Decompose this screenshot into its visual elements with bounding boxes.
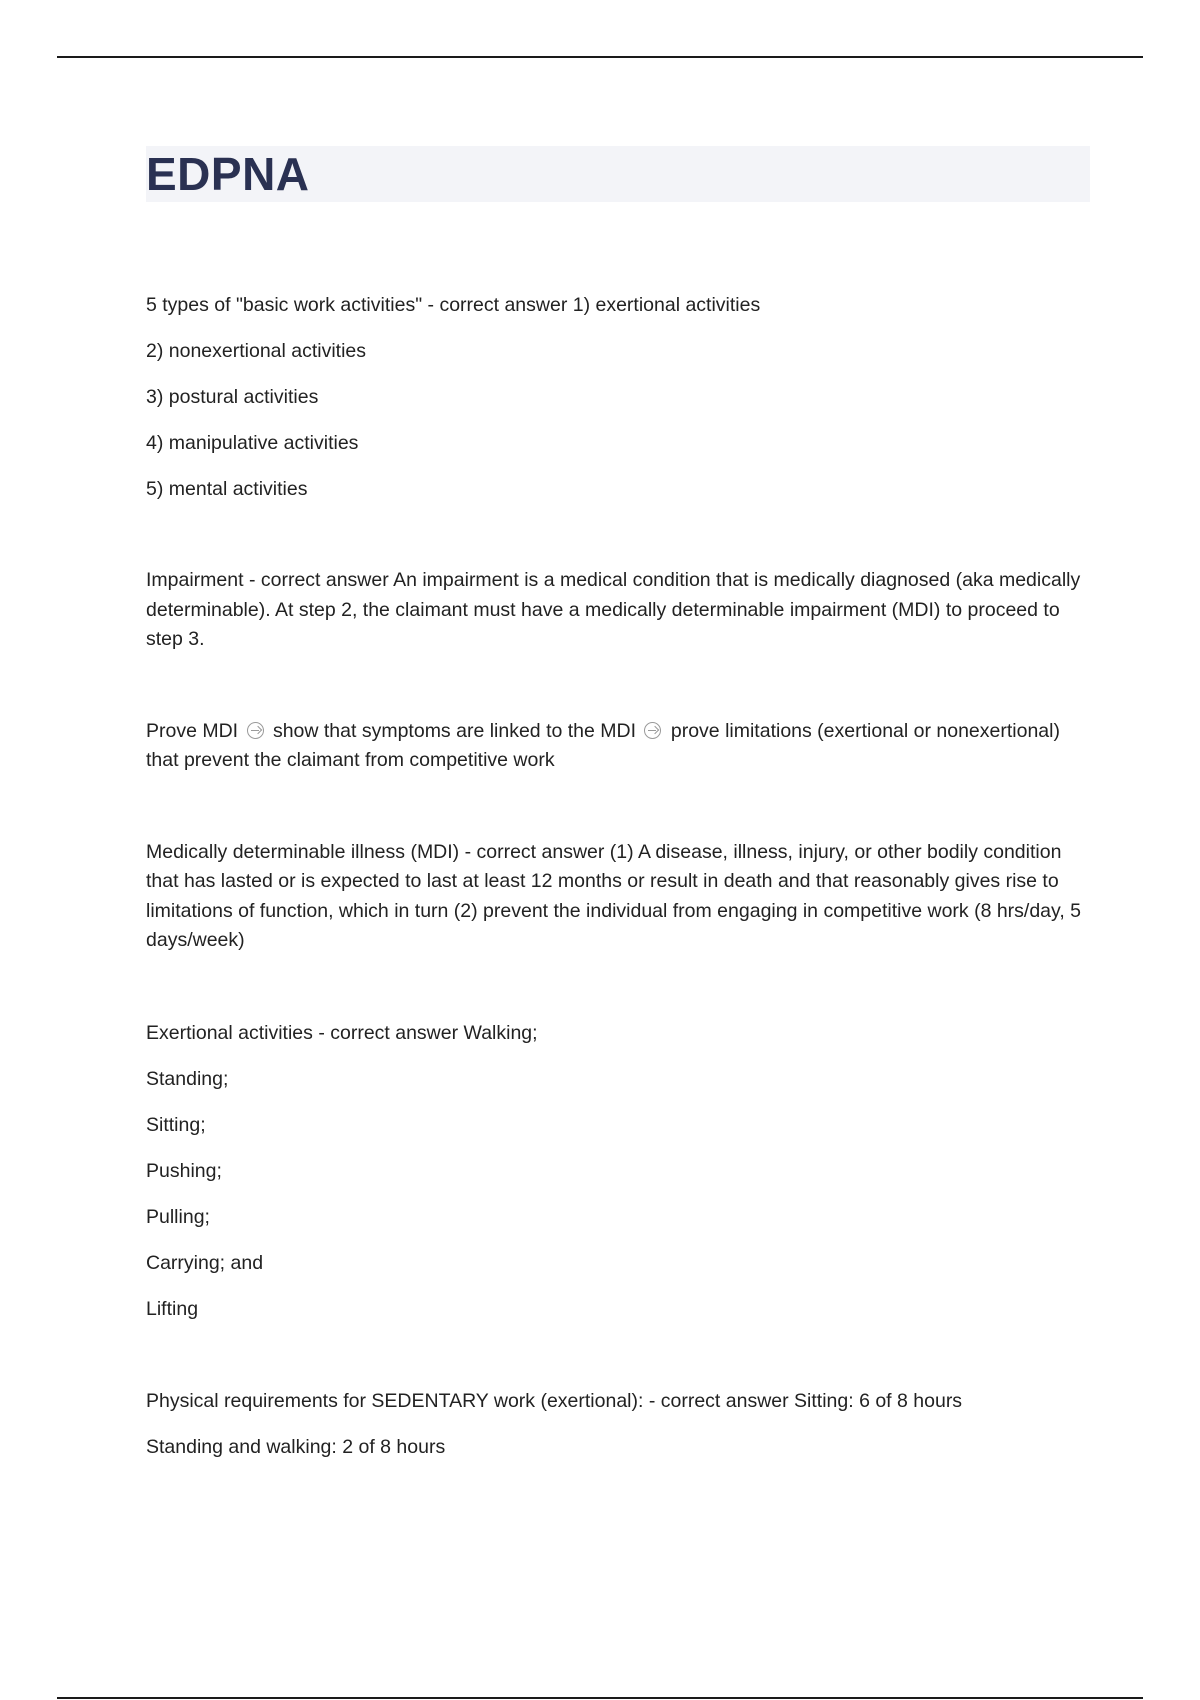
bottom-divider	[57, 1697, 1143, 1699]
card-line: Carrying; and	[146, 1251, 264, 1274]
circled-arrow-right-icon	[247, 722, 264, 739]
card-line: Exertional activities - correct answer Walking;	[146, 1021, 538, 1044]
card-line: 2) nonexertional activities	[146, 340, 367, 362]
card-line: Lifting	[146, 1297, 199, 1320]
step-text: show that symptoms are linked to the MDI	[272, 719, 637, 742]
card-line: Pulling;	[146, 1205, 210, 1228]
card-line: Pushing;	[146, 1159, 222, 1182]
card-text: Medically determinable illness (MDI) - correct answer (1) A disease, illness, injury, or other bodily condition that has lasted or is expected to last at least 12 months or result in death and that reasonably gives rise to limitations of function, which in turn (2) prevent the individual from engaging in competitive work (8 hrs/day, 5 days/week)	[146, 840, 1082, 951]
card-line: 5 types of "basic work activities" - correct answer 1) exertional activities	[146, 294, 761, 316]
flashcard-sedentary-work	[146, 1386, 1090, 1462]
card-line: 3) postural activities	[146, 386, 319, 408]
flashcard-impairment	[146, 566, 1090, 655]
flashcard-prove-mdi	[146, 717, 1090, 776]
card-text: Impairment - correct answer An impairment is a medical condition that is medically diagnosed (aka medically determinable). At step 2, the claimant must have a medically determinable impairment (MDI) to proceed to step 3.	[146, 569, 1081, 650]
card-text	[146, 717, 1090, 776]
top-divider	[57, 56, 1143, 58]
card-line: 4) manipulative activities	[146, 432, 359, 454]
flashcard-basic-work-activities	[146, 290, 1090, 504]
flashcard-list	[146, 290, 1090, 1462]
flashcard-medically-determinable-illness	[146, 838, 1090, 956]
step-text: Prove MDI	[146, 719, 239, 742]
card-line: Standing and walking: 2 of 8 hours	[146, 1435, 446, 1458]
card-line: 5) mental activities	[146, 478, 308, 500]
flashcard-exertional-activities	[146, 1018, 1090, 1324]
step-text: prove limitations (exertional or nonexertional) that prevent the claimant from competitive work	[146, 719, 1060, 771]
card-line: Standing;	[146, 1067, 229, 1090]
card-line: Sitting;	[146, 1113, 206, 1136]
circled-arrow-right-icon	[644, 722, 661, 739]
card-line: Physical requirements for SEDENTARY work (exertional): - correct answer Sitting: 6 of 8 hours	[146, 1389, 963, 1412]
page-title: EDPNA	[146, 148, 310, 200]
